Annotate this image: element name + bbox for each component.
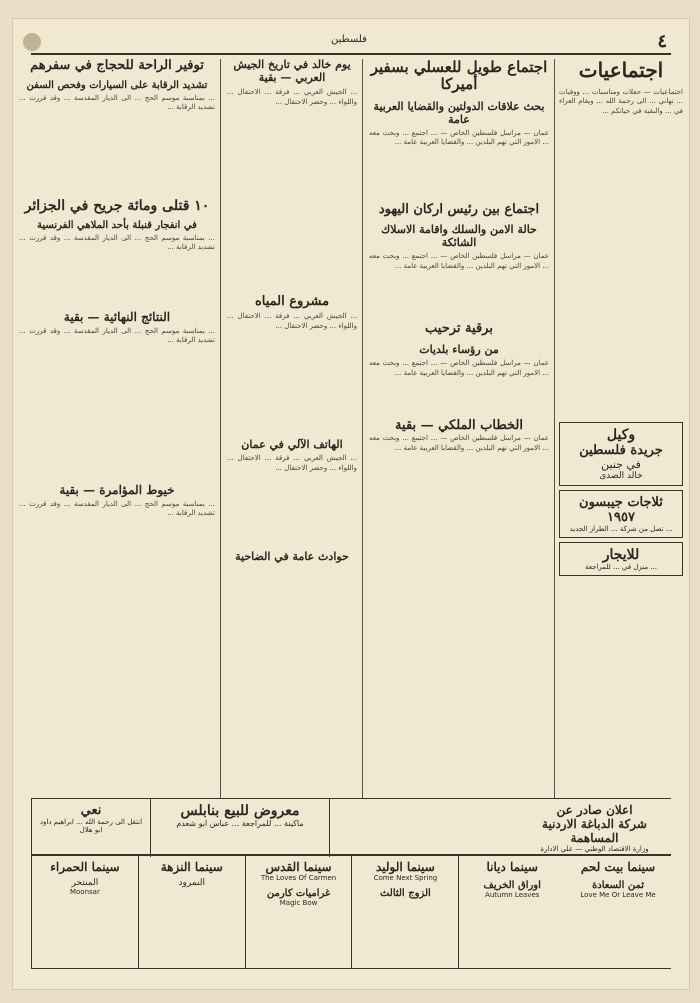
article-pilgrims-sub: تشديد الرقابة على السيارات وفحص السفن [26,79,208,91]
article-royal-body: عمان — مراسل فلسطين الخاص — ... اجتمع ... وبحث معه ... الامور التي تهم البلدين ... والقضايا العربية عامة ... [369,434,549,452]
article-water-head: مشروع المياه [254,294,330,310]
newspaper-page [12,18,690,990]
cinema-name: سينما الحمراء [50,860,120,874]
ice-title: ثلاجات جيبسون [579,495,663,510]
agent-line2: في جنين [601,458,641,471]
article-army-body: ... الجيش العربي ... فرقة ... الاحتفال ... واللواء ... وحضر الاحتفال ... [227,88,357,106]
film-title: النمرود [178,878,205,888]
sale-title: معروض للبيع بنابلس [180,803,300,819]
spacer [329,799,518,857]
cinema-name: سينما القدس [265,860,332,874]
film-title-en: The Loves Of Carmen [260,874,337,882]
column-news-3 [19,59,215,799]
cinema-name: سينما الوليد [375,860,435,874]
rent-title: للايجار [602,547,640,563]
sale-box [150,799,329,857]
article-army-head: يوم خالد في تاريخ الجيش العربي — بقية [233,59,351,84]
film-title: ثمن السعادة [592,880,645,891]
column-news-1 [369,59,549,799]
article-plot-head: خيوط المؤامرة — بقية [59,483,175,498]
agent-line3: خالد الصدى [599,471,643,481]
film-title-en: Love Me Or Leave Me [580,891,656,899]
article-chief-body: عمان — مراسل فلسطين الخاص — ... اجتمع ... وبحث معه ... الامور التي تهم البلدين ... والقضايا العربية عامة ... [369,252,549,270]
article-ambassador-head: اجتماع طويل للعسلي بسفير أميركا [370,59,548,94]
article-telegram-body: عمان — مراسل فلسطين الخاص — ... اجتمع ... وبحث معه ... الامور التي تهم البلدين ... والقضايا العربية عامة ... [369,359,549,377]
article-phone-body: ... الجيش العربي ... فرقة ... الاحتفال ... واللواء ... وحضر الاحتفال ... [227,454,357,472]
article-results-head: النتائج النهائية — بقية [63,310,171,325]
social-heading: اجتماعيات [578,59,664,82]
masthead-title: فلسطين [331,34,367,45]
article-algeria-head: ١٠ قتلى ومائة جريح في الجزائر [24,197,210,214]
article-telegram-head: برقية ترحيب [425,321,493,337]
article-chief-head: اجتماع بين رئيس اركان اليهود [378,201,540,217]
cinema-name: سينما بيت لحم [580,860,656,874]
ice-body: تصل من شركة ... الطراز الجديد ... [569,525,673,533]
column-divider [554,59,555,799]
film-title-en: Moonsar [69,888,100,896]
company-notice [518,799,671,857]
film-title-en: Come Next Spring [373,874,438,882]
article-telegram-sub: من رؤساء بلديات [419,343,499,357]
cinema-name: سينما ديانا [486,860,538,874]
cinema-ads [31,854,671,969]
column-social [559,59,683,799]
cinema-ad [565,856,671,968]
column-divider [362,59,363,799]
film-title-en: Autumn Leaves [485,891,540,899]
article-pilgrims-body: ... بمناسبة موسم الحج ... الى الديار المقدسة ... وقد قررت ... تشديد الرقابة ... [19,93,215,112]
cinema-ad [245,856,352,968]
notice-company: شركة الدباغة الاردنية المساهمة [542,817,647,845]
film-title-en-2: Magic Bow [279,899,318,907]
obituary-title: نعي [80,803,102,818]
film-title: اوراق الخريف [483,880,541,891]
article-water-body: ... الجيش العربي ... فرقة ... الاحتفال ... واللواء ... وحضر الاحتفال ... [227,312,357,330]
column-divider [220,59,221,799]
agent-box [559,422,683,486]
article-chief-sub: حالة الامن والسلك واقامة الاسلاك الشائكة [381,223,537,250]
column-news-2 [227,59,357,799]
article-plot-body: ... بمناسبة موسم الحج ... الى الديار المقدسة ... وقد قررت ... تشديد الرقابة ... [19,500,215,518]
article-ambassador-body: عمان — مراسل فلسطين الخاص — ... اجتمع ... وبحث معه ... الامور التي تهم البلدين ... والقضايا العربية عامة ... [369,128,549,146]
notice-title: اعلان صادر عن [556,803,633,817]
rent-box [559,542,683,576]
article-pilgrims-head: توفير الراحة للحجاج في سفرهم [30,59,204,73]
cinema-name: سينما النزهة [160,860,223,874]
film-title: غراميات كارمن [266,888,331,899]
article-algeria-body: ... بمناسبة موسم الحج ... الى الديار المقدسة ... وقد قررت ... تشديد الرقابة ... [19,234,215,252]
ice-box [559,490,683,538]
sale-body: ماكينة ... للمراجعة ... عباس ابو شعدم [176,819,304,828]
page-number: ٤ [657,31,667,52]
article-algeria-sub: في انفجار قنبلة بأحد الملاهي الفرنسية [37,220,197,232]
social-body: اجتماعيات — حفلات ومناسبات ... ووفيات ... تهاني ... الى رحمة الله ... ويقام العزاء في ... والبقية في حياتكم ... [559,88,683,115]
obituary-box [31,799,150,857]
page-header [31,29,671,55]
article-royal-head: الخطاب الملكي — بقية [395,418,523,434]
article-incidents-head: حوادث عامة في الضاحية [235,550,349,564]
cinema-ad [31,856,138,968]
article-results-body: ... بمناسبة موسم الحج ... الى الديار المقدسة ... وقد قررت ... تشديد الرقابة ... [19,327,215,345]
film-title: الزوج الثالث [379,888,431,899]
notice-footer: وزارة الاقتصاد الوطني — علي الادارة [540,845,649,853]
cinema-ad [458,856,565,968]
notice-band [31,798,671,857]
agent-title: وكيل [606,427,636,443]
film-title: المنتحر [71,878,99,888]
article-phone-head: الهاتف الآلي في عمان [241,438,343,452]
article-ambassador-sub: بحث علاقات الدولتين والقضايا العربية عامة [373,99,545,126]
cinema-ad [138,856,245,968]
agent-line1: جريدة فلسطين [579,443,663,458]
ice-year: ١٩٥٧ [607,510,635,525]
cinema-ad [351,856,458,968]
rent-body: منزل في ... للمراجعة ... [584,563,657,571]
obituary-body: انتقل الى رحمة الله ... ابراهيم داود ابو هلال [39,818,143,834]
